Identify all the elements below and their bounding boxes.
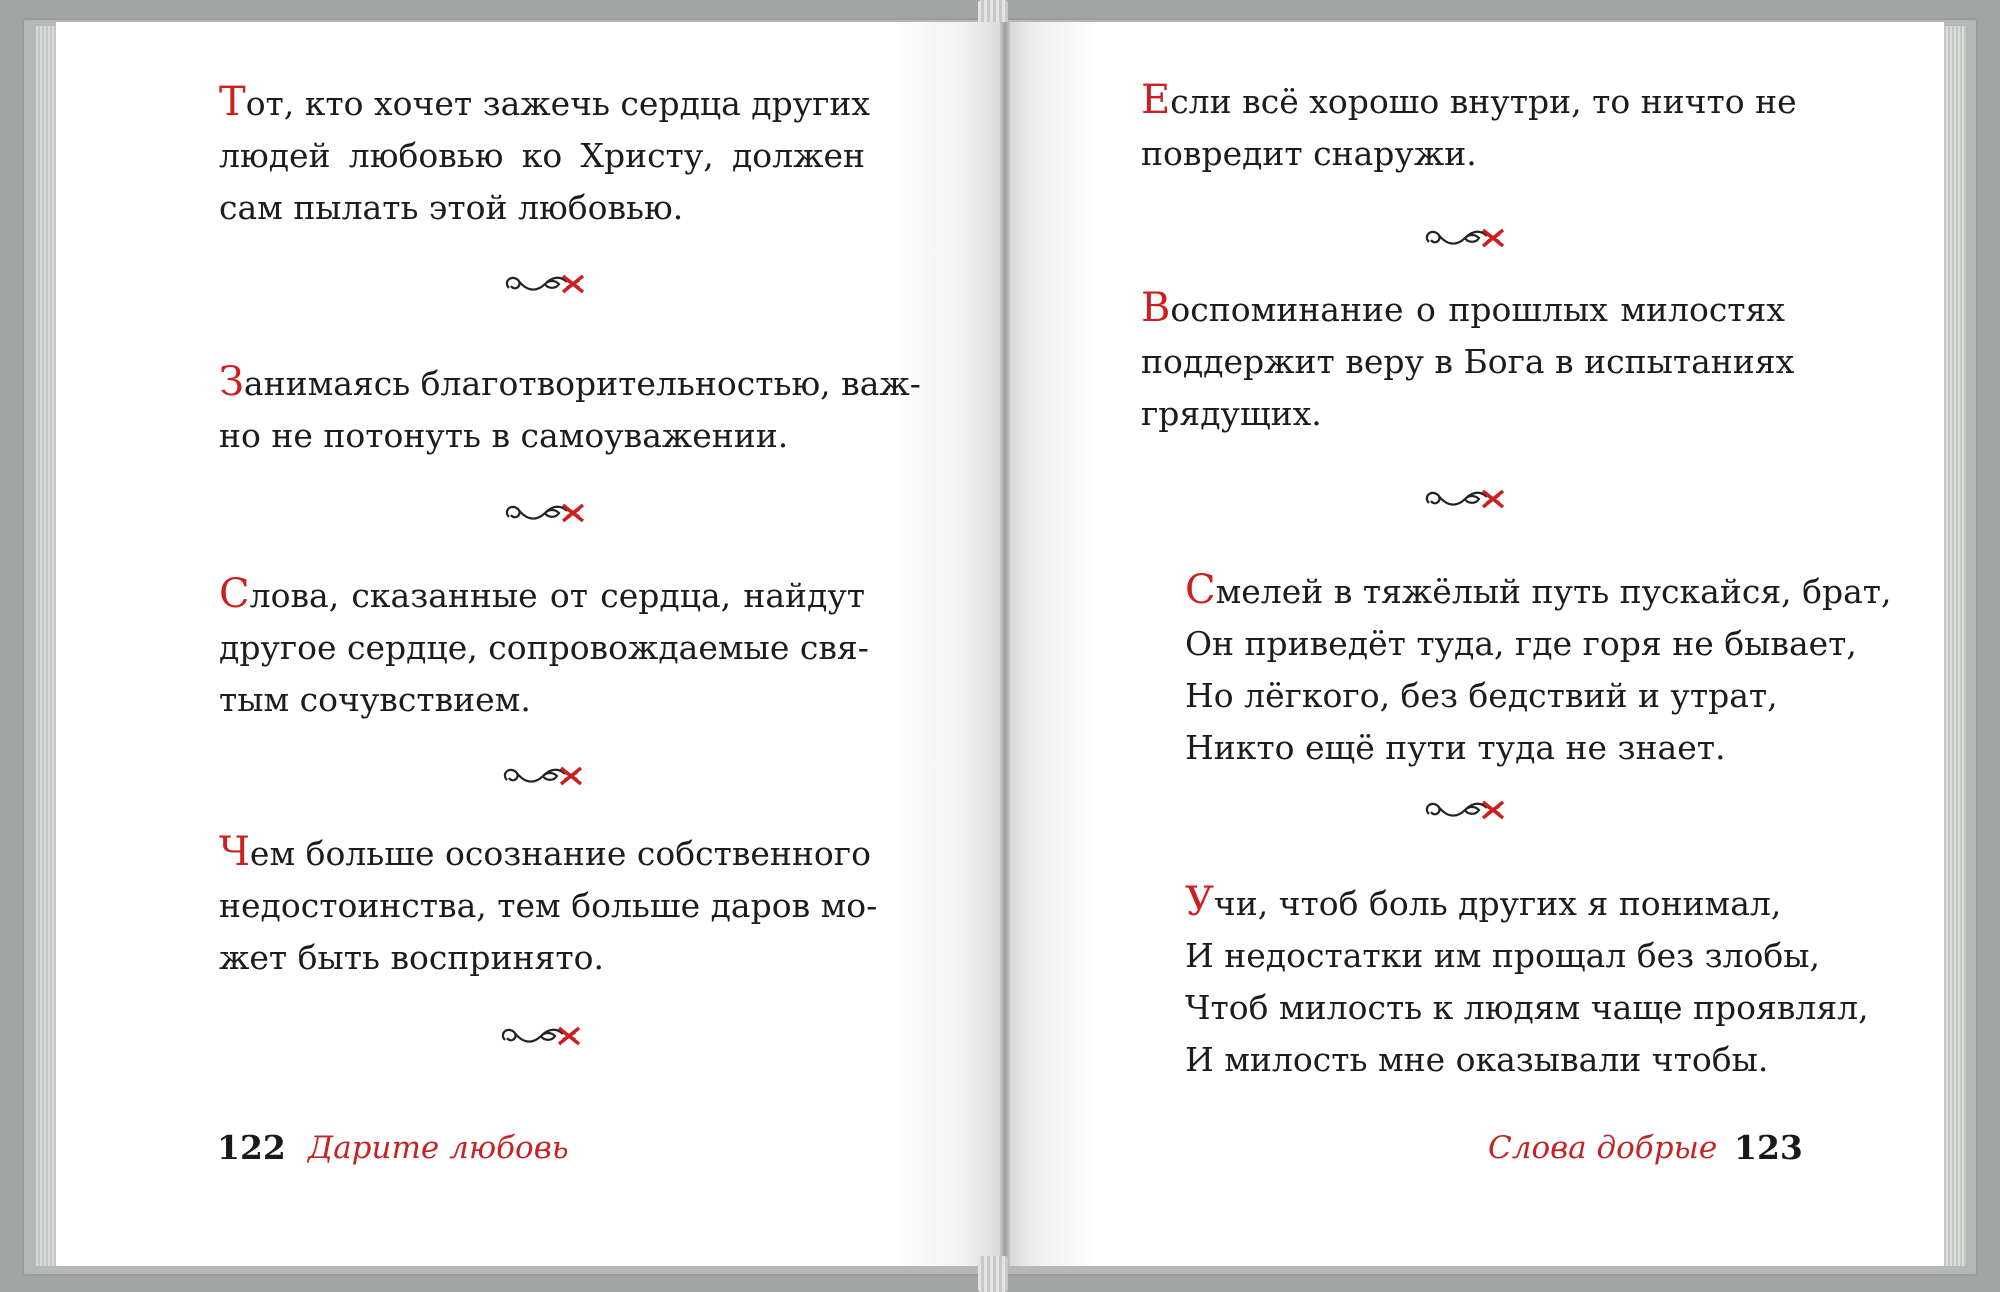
book-gutter — [1000, 22, 1010, 1266]
page-number-right: 123 — [1734, 1128, 1803, 1167]
drop-initial: З — [219, 359, 244, 405]
drop-initial: С — [219, 571, 250, 617]
verse-stanza: Учи, чтоб боль других я понимал, И недостатки им прощал без злобы, Чтоб милость к людям чаще проявлял, И милость мне оказывали чтобы. — [1185, 879, 1869, 1079]
paragraph: Занимаясь благотворительностью, важ- но не потонуть в самоуважении. — [219, 359, 921, 455]
bookmark-ribbon-bottom — [978, 1256, 1008, 1292]
paragraph: Слова, сказанные от сердца, найдут другое сердце, сопровождаемые свя- тым сочувствием. — [219, 571, 869, 719]
page-number-left: 122 — [217, 1128, 286, 1167]
drop-initial: Т — [219, 79, 246, 125]
ornament-divider-icon — [499, 760, 585, 792]
running-head-right: Слова добрые — [1488, 1130, 1718, 1166]
running-head-left: Дарите любовь — [308, 1130, 569, 1166]
paragraph: Тот, кто хочет зажечь сердца других людей любовью ко Христу, должен сам пылать этой любовью. — [219, 79, 871, 227]
ornament-divider-icon — [501, 268, 587, 300]
drop-initial: Е — [1141, 77, 1171, 123]
ornament-divider-icon — [1421, 222, 1507, 254]
ornament-divider-icon — [1421, 483, 1507, 515]
ornament-divider-icon — [501, 497, 587, 529]
verse-stanza: Смелей в тяжёлый путь пускайся, брат, Он приведёт туда, где горя не бывает, Но лёгкого, без бедствий и утрат, Никто ещё пути туда не знает. — [1185, 567, 1892, 767]
paragraph: Если всё хорошо внутри, то ничто не повредит снаружи. — [1141, 77, 1797, 173]
drop-initial: Ч — [219, 829, 250, 875]
ornament-divider-icon — [1421, 794, 1507, 826]
ornament-divider-icon — [497, 1020, 583, 1052]
drop-initial: С — [1185, 567, 1216, 613]
drop-initial: У — [1185, 879, 1214, 925]
drop-initial: В — [1141, 285, 1171, 331]
paragraph: Чем больше осознание собственного недостоинства, тем больше даров мо- жет быть воспринято. — [219, 829, 878, 977]
paragraph: Воспоминание о прошлых милостях поддержит веру в Бога в испытаниях грядущих. — [1141, 285, 1795, 433]
